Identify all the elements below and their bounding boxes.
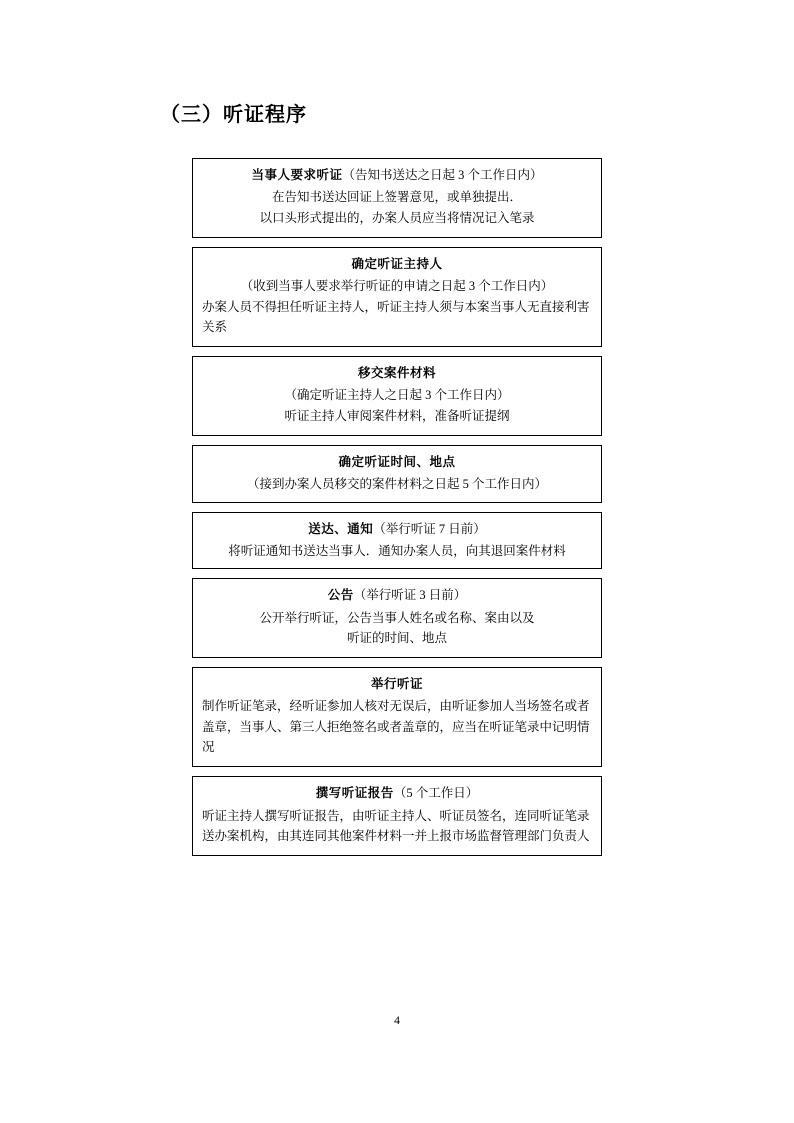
node-determine-time-place <box>192 445 602 503</box>
node-title-suffix: （举行听证 7 日前） <box>373 521 486 536</box>
node-body-line: 以口头形式提出的，办案人员应当将情况记入笔录 <box>259 210 535 225</box>
node-title-suffix: （举行听证 3 日前） <box>353 588 467 603</box>
node-title-suffix: （5 个工作日） <box>393 786 479 801</box>
node-body-line: （确定听证主持人之日起 3 个工作日内） <box>284 388 510 403</box>
node-body-line: 听证主持人撰写听证报告，由听证主持人、听证员签名，连同听证笔录送办案机构，由其连同其他案件材料一并上报市场监督管理部门负责人 <box>202 808 590 843</box>
node-body-line: 办案人员不得担任听证主持人，听证主持人须与本案当事人无直接利害关系 <box>202 299 590 334</box>
node-title: 公告 <box>327 588 354 603</box>
node-determine-host <box>192 247 602 347</box>
node-write-report <box>192 776 602 856</box>
hearing-procedure-flowchart <box>192 158 602 865</box>
node-announcement <box>192 578 602 658</box>
node-heading <box>202 784 592 803</box>
node-heading <box>202 586 592 605</box>
node-request-hearing <box>192 158 602 238</box>
node-transfer-materials <box>192 356 602 436</box>
node-title: 举行听证 <box>370 677 423 691</box>
node-title: 移交案件材料 <box>357 366 436 380</box>
node-heading <box>202 364 592 383</box>
node-title-suffix: （告知书送达之日起 3 个工作日内） <box>342 168 543 182</box>
node-title: 确定听证主持人 <box>351 256 443 271</box>
node-heading <box>202 453 592 472</box>
page-number: 4 <box>394 1013 400 1027</box>
node-heading <box>202 166 592 185</box>
node-serve-notice <box>192 512 602 570</box>
node-title: 送达、通知 <box>308 521 374 536</box>
node-body-line: 将听证通知书送达当事人．通知办案人员，向其退回案件材料 <box>228 543 566 558</box>
node-title: 确定听证时间、地点 <box>338 454 456 469</box>
node-title: 当事人要求听证 <box>251 168 343 182</box>
page-title: （三）听证程序 <box>160 104 307 126</box>
node-body-line: 听证主持人审阅案件材料，准备听证提纲 <box>284 408 510 423</box>
node-body-line: （收到当事人要求举行听证的申请之日起 3 个工作日内） <box>240 279 554 294</box>
node-title: 撰写听证报告 <box>315 786 394 801</box>
node-body-line: 制作听证笔录，经听证参加人核对无误后，由听证参加人当场签名或者盖章，当事人、第三人拒绝签名或者盖章的，应当在听证笔录中记明情况 <box>202 699 590 754</box>
node-heading <box>202 675 592 694</box>
node-body-line: 在告知书送达回证上签署意见，或单独提出． <box>271 190 522 205</box>
node-hold-hearing <box>192 667 602 767</box>
node-heading <box>202 255 592 274</box>
node-body-line: （接到办案人员移交的案件材料之日起 5 个工作日内） <box>246 477 547 492</box>
node-body-line: 听证的时间、地点 <box>346 630 447 645</box>
node-body-line: 公开举行听证，公告当事人姓名或名称、案由以及 <box>259 610 535 625</box>
node-heading <box>202 520 592 539</box>
